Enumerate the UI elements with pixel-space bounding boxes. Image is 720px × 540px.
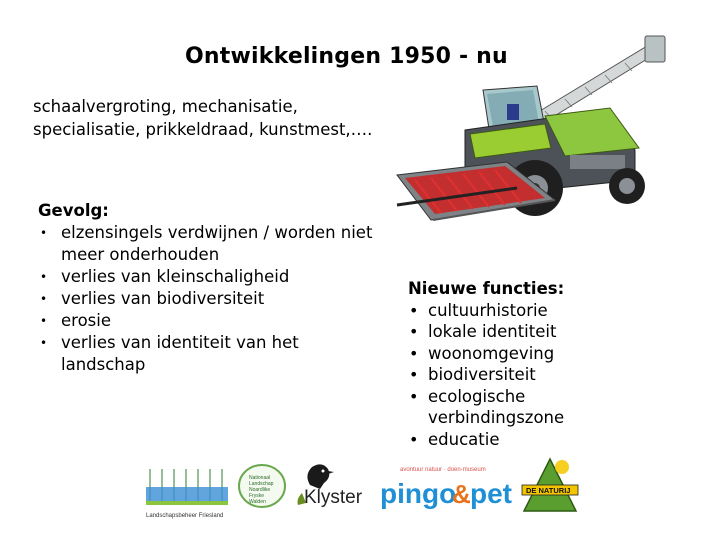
pingo-label: pingo (380, 478, 457, 509)
intro-line-2: specialisatie, prikkeldraad, kunstmest,…. (33, 120, 373, 139)
fryske-walden-label-5: Walden (249, 499, 266, 505)
list-item: • woonomgeving (408, 343, 658, 365)
list-item: • educatie (408, 429, 658, 451)
list-item: • lokale identiteit (408, 321, 658, 343)
list-item: • erosie (38, 310, 378, 332)
intro-line-1: schaalvergroting, mechanisatie, (33, 97, 298, 116)
fryske-walden-label-2: Landschap (249, 481, 274, 487)
fryske-walden-logo (236, 461, 288, 511)
intro-text (33, 95, 372, 141)
pingo-pet-logo (378, 459, 516, 515)
de-naturij-logo (520, 455, 580, 517)
pet-label: pet (470, 478, 512, 509)
gevolg-heading: Gevolg: (38, 201, 109, 220)
functies-heading: Nieuwe functies: (408, 279, 565, 298)
functies-list (408, 300, 658, 451)
list-item: • verlies van biodiversiteit (38, 288, 378, 310)
pingo-tagline: avontuur natuur · doen-museum (400, 467, 486, 473)
de-naturij-label: DE NATURIJ (526, 486, 571, 495)
landschapsbeheer-label: Landschapsbeheer Friesland (146, 513, 224, 519)
klyster-logo (292, 459, 372, 509)
nieuwe-functies-section (408, 278, 658, 450)
pingo-ampersand: & (452, 479, 471, 509)
gevolg-section (38, 200, 378, 376)
list-item: • cultuurhistorie (408, 300, 658, 322)
list-item: • verlies van identiteit van het landschap (38, 332, 378, 376)
list-item: • biodiversiteit (408, 364, 658, 386)
klyster-label: Klyster (304, 487, 363, 508)
list-item: • verlies van kleinschaligheid (38, 266, 378, 288)
landschapsbeheer-logo (140, 461, 240, 521)
slide-title: Ontwikkelingen 1950 - nu (185, 44, 508, 69)
fryske-walden-label-1: Nationaal (249, 475, 271, 481)
list-item: • ecologische verbindingszone (408, 386, 658, 429)
partner-logos (0, 455, 720, 520)
fryske-walden-label-3: Noardlike (249, 487, 271, 493)
gevolg-list (38, 222, 378, 376)
fryske-walden-label-4: Fryske (249, 493, 264, 499)
combine-harvester-image (395, 30, 685, 230)
list-item: • elzensingels verdwijnen / worden niet meer onderhouden (38, 222, 378, 266)
